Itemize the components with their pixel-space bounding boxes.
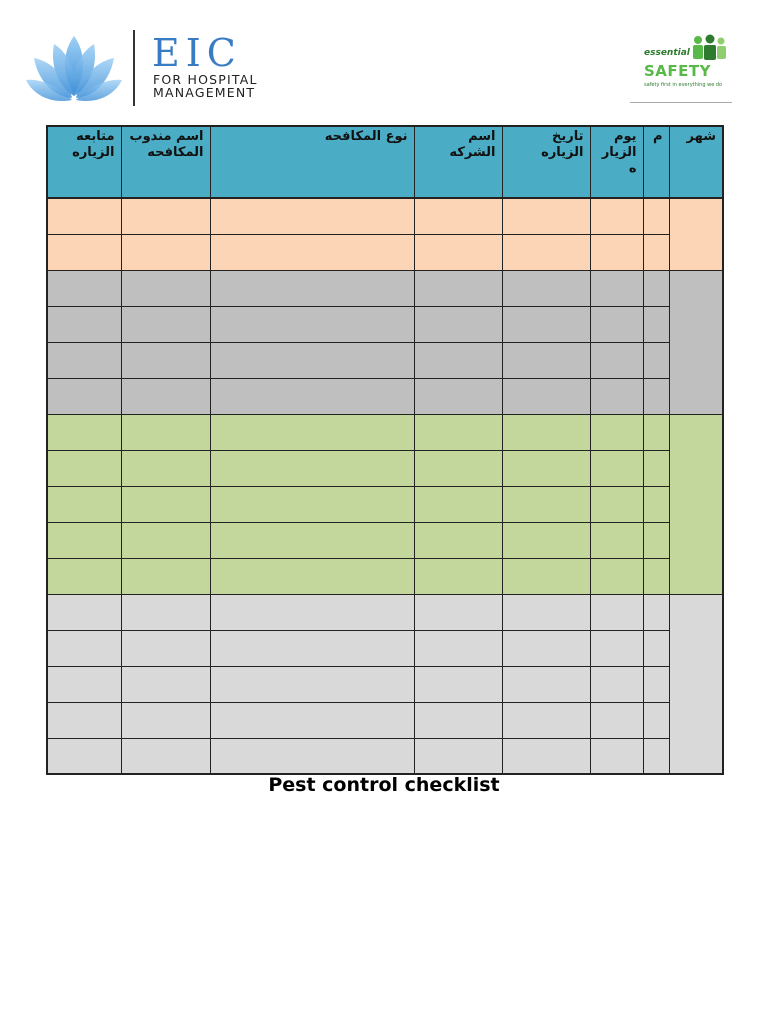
people-icon — [688, 34, 728, 60]
table-cell[interactable] — [502, 486, 590, 522]
table-cell[interactable] — [643, 594, 669, 630]
eic-sub-line1: FOR HOSPITAL — [153, 72, 258, 87]
col-month: شهر — [669, 126, 723, 198]
table-row — [47, 198, 723, 234]
table-cell[interactable] — [210, 666, 414, 702]
table-cell[interactable] — [121, 198, 210, 234]
table-row — [47, 558, 723, 594]
table-cell[interactable] — [414, 486, 502, 522]
table-row — [47, 450, 723, 486]
table-cell[interactable] — [47, 486, 121, 522]
table-cell[interactable] — [47, 702, 121, 738]
table-cell[interactable] — [121, 342, 210, 378]
col-visit-day: يوم الزيار ه — [590, 126, 643, 198]
table-cell[interactable] — [47, 738, 121, 774]
page-caption: Pest control checklist — [268, 774, 500, 796]
table-cell[interactable] — [47, 198, 121, 234]
month-cell[interactable] — [669, 198, 723, 270]
table-cell[interactable] — [47, 558, 121, 594]
table-cell[interactable] — [210, 702, 414, 738]
table-cell[interactable] — [210, 414, 414, 450]
table-cell[interactable] — [121, 270, 210, 306]
table-body — [47, 198, 723, 774]
table-row — [47, 522, 723, 558]
table-cell[interactable] — [590, 486, 643, 522]
table-cell[interactable] — [47, 594, 121, 630]
table-row — [47, 342, 723, 378]
table-cell[interactable] — [210, 270, 414, 306]
eic-sub-line2: MANAGEMENT — [153, 85, 256, 100]
table-cell[interactable] — [643, 270, 669, 306]
col-control-rep-name: اسم مندوب المكافحه — [121, 126, 210, 198]
month-cell[interactable] — [669, 414, 723, 594]
table-cell[interactable] — [502, 594, 590, 630]
table-cell[interactable] — [121, 702, 210, 738]
table-cell[interactable] — [502, 450, 590, 486]
col-control-type: نوع المكافحه — [210, 126, 414, 198]
table-cell[interactable] — [643, 414, 669, 450]
month-cell[interactable] — [669, 270, 723, 414]
table-row — [47, 486, 723, 522]
table-cell[interactable] — [643, 450, 669, 486]
table-cell[interactable] — [643, 738, 669, 774]
table-cell[interactable] — [643, 486, 669, 522]
partner-essential-text: essential — [644, 48, 690, 58]
table-cell[interactable] — [643, 522, 669, 558]
table-cell[interactable] — [121, 522, 210, 558]
partner-safety-text: SAFETY — [644, 62, 711, 80]
table-cell[interactable] — [121, 414, 210, 450]
table-cell[interactable] — [47, 378, 121, 414]
col-visit-followup: متابعه الزياره — [47, 126, 121, 198]
table-cell[interactable] — [414, 378, 502, 414]
table-cell[interactable] — [502, 198, 590, 234]
partner-tagline: safety first in everything we do — [644, 82, 723, 88]
table-cell[interactable] — [414, 558, 502, 594]
table-cell[interactable] — [590, 378, 643, 414]
table-cell[interactable] — [502, 738, 590, 774]
table-cell[interactable] — [210, 486, 414, 522]
table-cell[interactable] — [643, 630, 669, 666]
table-cell[interactable] — [590, 414, 643, 450]
table-cell[interactable] — [590, 270, 643, 306]
table-row — [47, 306, 723, 342]
table-cell[interactable] — [414, 666, 502, 702]
table-cell[interactable] — [414, 630, 502, 666]
table-cell[interactable] — [210, 738, 414, 774]
table-row — [47, 234, 723, 270]
table-cell[interactable] — [414, 234, 502, 270]
table-cell[interactable] — [121, 666, 210, 702]
table-cell[interactable] — [47, 630, 121, 666]
col-visit-date: تاريخ الزياره — [502, 126, 590, 198]
table-cell[interactable] — [414, 198, 502, 234]
table-cell[interactable] — [210, 522, 414, 558]
eic-logo-subtitle — [153, 73, 258, 99]
table-row — [47, 414, 723, 450]
table-cell[interactable] — [121, 450, 210, 486]
table-row — [47, 378, 723, 414]
table-cell[interactable] — [47, 522, 121, 558]
table-cell[interactable] — [210, 594, 414, 630]
table-cell[interactable] — [414, 306, 502, 342]
table-cell[interactable] — [502, 234, 590, 270]
eic-logo-text: EIC — [152, 31, 242, 75]
table-cell[interactable] — [414, 342, 502, 378]
table-header-row — [47, 126, 723, 198]
table-cell[interactable] — [502, 306, 590, 342]
table-cell[interactable] — [643, 702, 669, 738]
table-cell[interactable] — [590, 198, 643, 234]
table-cell[interactable] — [47, 666, 121, 702]
table-row — [47, 666, 723, 702]
table-cell[interactable] — [210, 558, 414, 594]
table-cell[interactable] — [502, 666, 590, 702]
essential-safety-logo — [630, 32, 732, 106]
table-cell[interactable] — [210, 450, 414, 486]
table-cell[interactable] — [210, 630, 414, 666]
table-cell[interactable] — [47, 450, 121, 486]
table-cell[interactable] — [643, 198, 669, 234]
table-cell[interactable] — [414, 594, 502, 630]
table-cell[interactable] — [210, 198, 414, 234]
table-cell[interactable] — [414, 702, 502, 738]
table-row — [47, 630, 723, 666]
table-cell[interactable] — [121, 486, 210, 522]
table-cell[interactable] — [47, 414, 121, 450]
logo-divider — [133, 30, 135, 106]
table-cell[interactable] — [643, 234, 669, 270]
table-cell[interactable] — [414, 522, 502, 558]
table-row — [47, 738, 723, 774]
table-cell[interactable] — [414, 450, 502, 486]
table-row — [47, 270, 723, 306]
table-cell[interactable] — [502, 522, 590, 558]
pest-control-table — [46, 125, 724, 775]
table-cell[interactable] — [502, 414, 590, 450]
table-cell[interactable] — [121, 234, 210, 270]
col-number: م — [643, 126, 669, 198]
table-cell[interactable] — [502, 558, 590, 594]
table-cell[interactable] — [47, 270, 121, 306]
table-cell[interactable] — [121, 558, 210, 594]
table-cell[interactable] — [121, 306, 210, 342]
table-cell[interactable] — [47, 306, 121, 342]
table-cell[interactable] — [590, 522, 643, 558]
table-cell[interactable] — [643, 558, 669, 594]
table-cell[interactable] — [590, 594, 643, 630]
lotus-icon — [26, 34, 122, 104]
table-cell[interactable] — [590, 666, 643, 702]
table-cell[interactable] — [121, 630, 210, 666]
table-cell[interactable] — [590, 342, 643, 378]
table-cell[interactable] — [121, 594, 210, 630]
table-cell[interactable] — [590, 234, 643, 270]
table-cell[interactable] — [47, 234, 121, 270]
table-cell[interactable] — [590, 702, 643, 738]
table-cell[interactable] — [590, 630, 643, 666]
table-cell[interactable] — [414, 738, 502, 774]
table-cell[interactable] — [590, 558, 643, 594]
table-row — [47, 702, 723, 738]
table-cell[interactable] — [47, 342, 121, 378]
month-cell[interactable] — [669, 594, 723, 774]
table-cell[interactable] — [121, 738, 210, 774]
table-cell[interactable] — [643, 306, 669, 342]
table-cell[interactable] — [210, 378, 414, 414]
table-cell[interactable] — [414, 414, 502, 450]
table-cell[interactable] — [210, 234, 414, 270]
table-cell[interactable] — [590, 306, 643, 342]
col-company-name: اسم الشركه — [414, 126, 502, 198]
table-cell[interactable] — [502, 378, 590, 414]
table-cell[interactable] — [502, 270, 590, 306]
table-cell[interactable] — [210, 342, 414, 378]
table-cell[interactable] — [643, 342, 669, 378]
table-cell[interactable] — [121, 378, 210, 414]
eic-logo — [26, 30, 276, 110]
table-cell[interactable] — [414, 270, 502, 306]
table-cell[interactable] — [502, 342, 590, 378]
table-cell[interactable] — [643, 378, 669, 414]
table-cell[interactable] — [643, 666, 669, 702]
table-row — [47, 594, 723, 630]
table-cell[interactable] — [502, 630, 590, 666]
partner-underline — [630, 102, 732, 103]
table-cell[interactable] — [210, 306, 414, 342]
table-cell[interactable] — [590, 450, 643, 486]
table-cell[interactable] — [590, 738, 643, 774]
table-cell[interactable] — [502, 702, 590, 738]
